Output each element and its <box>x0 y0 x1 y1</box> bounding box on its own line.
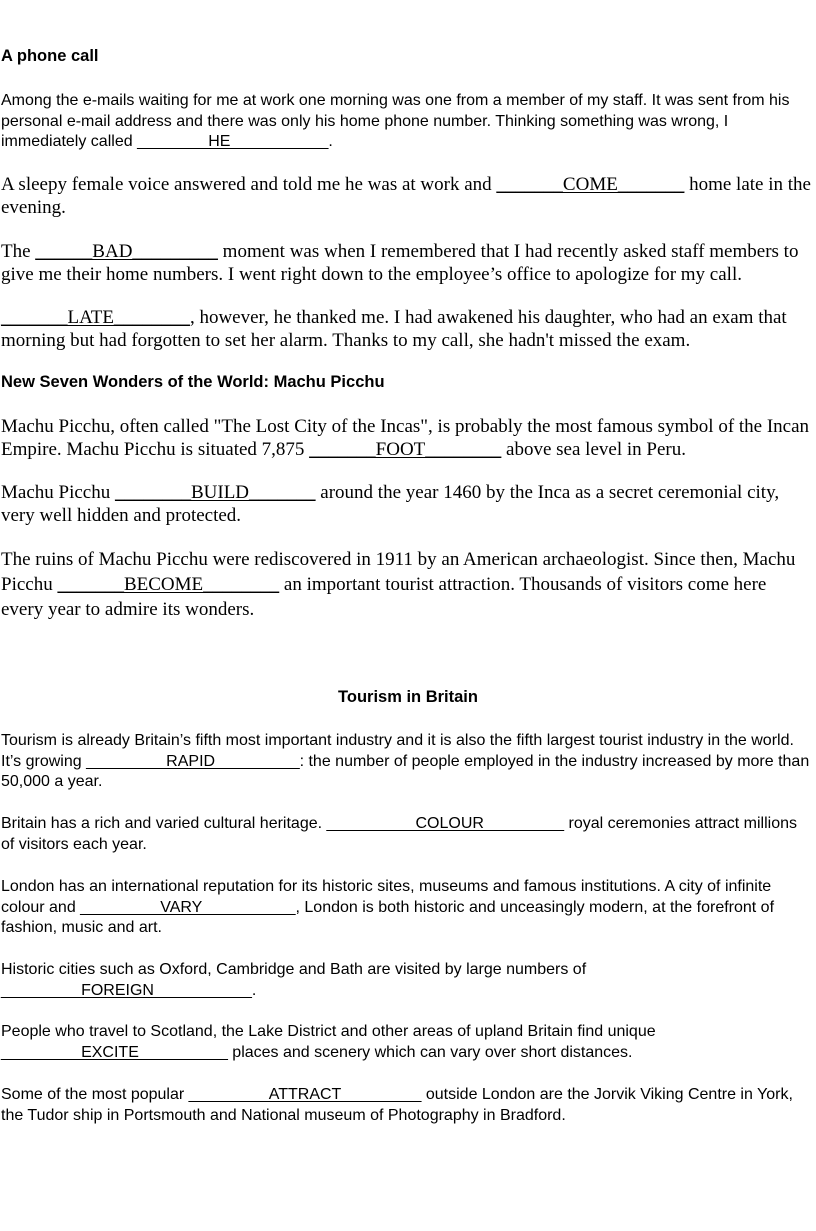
paragraph <box>1 481 813 527</box>
paragraph <box>1 240 813 286</box>
text: : the number of people employed in the industry increased by more than 50,000 a year. <box>1 752 810 790</box>
text: People who travel to Scotland, the Lake District and other areas of upland Britain find unique <box>1 1023 656 1040</box>
text: places and scenery which can vary over short distances. <box>227 1043 633 1061</box>
paragraph <box>1 1085 813 1126</box>
text: Machu Picchu <box>1 482 115 503</box>
text: Tourism is already Britain’s fifth most important industry and it is also the fifth largest tourist industry in the world. It’s growing <box>1 732 794 770</box>
text: moment was when I remembered that I had recently asked staff members to give me their home numbers. I went right down to the employee’s office to apologize for my call. <box>1 241 799 285</box>
paragraph <box>1 415 813 461</box>
answer-gap[interactable]: _________VARY __________ <box>80 898 296 916</box>
paragraph <box>1 547 813 622</box>
text: an important tourist attraction. Thousands of visitors come here every year to admire its wonders. <box>1 574 767 620</box>
paragraph <box>1 1022 813 1063</box>
text: Britain has a rich and varied cultural heritage. <box>1 815 327 832</box>
paragraph <box>1 960 813 1001</box>
answer-gap[interactable]: _________FOREIGN___________ <box>1 981 252 999</box>
text: Among the e-mails waiting for me at work one morning was one from a member of my staff. It was sent from his personal e-mail address and there was only his home phone number. Thinking something was wrong, I immediately called <box>1 92 790 150</box>
text: Historic cities such as Oxford, Cambridge and Bath are visited by large numbers of <box>1 961 587 978</box>
paragraph <box>1 814 813 855</box>
paragraph <box>1 173 813 219</box>
text: A sleepy female voice answered and told me he was at work and <box>1 174 497 195</box>
answer-gap[interactable]: _______BECOME________ <box>57 574 280 595</box>
answer-gap[interactable]: _________RAPID _________ <box>86 752 300 770</box>
text: The ruins of Machu Picchu were rediscovered in 1911 by an American archaeologist. Since then, Machu Picchu <box>1 549 796 595</box>
answer-gap[interactable]: ________HE___________ <box>137 133 329 150</box>
section-title-phone-call: A phone call <box>1 47 99 65</box>
answer-gap[interactable]: _______FOOT________ <box>309 439 502 460</box>
answer-gap[interactable]: _______COME_______ <box>496 174 685 195</box>
answer-gap[interactable]: _______LATE________ <box>1 307 190 328</box>
paragraph <box>1 91 813 153</box>
text: The <box>1 241 36 262</box>
text: , London is both historic and unceasingly modern, at the forefront of fashion, music and art. <box>1 898 775 936</box>
text: Some of the most popular <box>1 1086 189 1103</box>
text: . <box>328 133 333 150</box>
text: , however, he thanked me. I had awakened his daughter, who had an exam that morning but had forgotten to set her alarm. Thanks to my call, she hadn't missed the exam. <box>1 307 787 351</box>
answer-gap[interactable]: ________BUILD_______ <box>114 482 316 503</box>
answer-gap[interactable]: _________EXCITE__________ <box>1 1043 228 1061</box>
text: London has an international reputation for its historic sites, museums and famous institutions. A city of infinite colour and <box>1 878 772 916</box>
answer-gap[interactable]: ______BAD_________ <box>35 241 218 262</box>
paragraph <box>1 731 813 793</box>
text: royal ceremonies attract millions of visitors each year. <box>1 815 798 853</box>
section-title-tourism-in-britain: Tourism in Britain <box>338 688 478 706</box>
answer-gap[interactable]: __________COLOUR_________ <box>326 815 565 832</box>
text: around the year 1460 by the Inca as a secret ceremonial city, very well hidden and protected. <box>1 482 780 526</box>
text: home late in the evening. <box>1 174 811 218</box>
text: Machu Picchu, often called "The Lost City of the Incas", is probably the most famous symbol of the Incan Empire. Machu Picchu is situated 7,875 <box>1 416 810 460</box>
paragraph <box>1 877 813 939</box>
section-title-machu-picchu: New Seven Wonders of the World: Machu Picchu <box>1 373 385 391</box>
text: . <box>251 981 257 999</box>
answer-gap[interactable]: _________ATTRACT_________ <box>188 1086 422 1103</box>
text: above sea level in Peru. <box>501 439 686 460</box>
text: outside London are the Jorvik Viking Centre in York, the Tudor ship in Portsmouth and National museum of Photography in Bradford. <box>1 1086 793 1124</box>
paragraph <box>1 306 813 352</box>
